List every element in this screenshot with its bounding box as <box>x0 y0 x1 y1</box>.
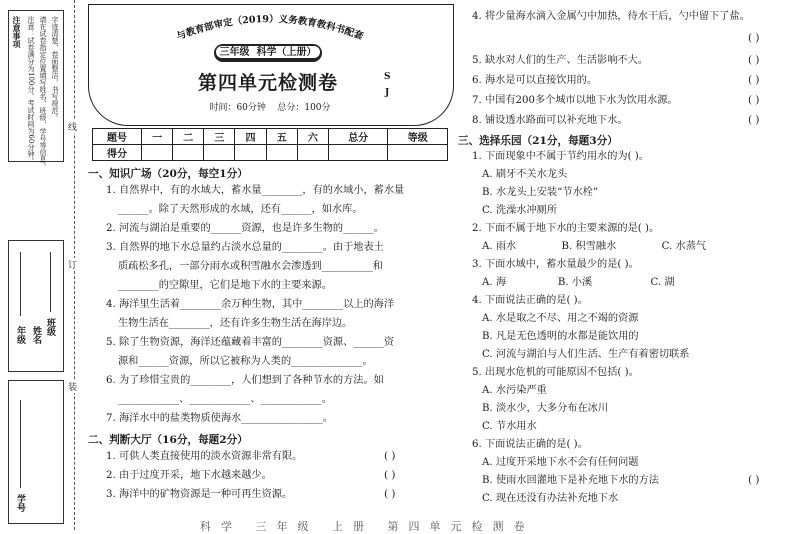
s1-line: 质疏松多孔，一部分雨水或积雪融水会渗透到__________和 <box>118 261 383 272</box>
answer-paren[interactable]: ( ) <box>748 474 760 486</box>
score-header-row <box>93 129 448 145</box>
s1-line: 源和______资源，所以它被称为人类的______________。 <box>118 356 373 367</box>
choice-question: 6. 下面说法正确的是( )。 <box>472 439 588 450</box>
answer-paren[interactable]: ( ) <box>384 469 396 481</box>
score-row <box>93 145 448 161</box>
judge-item: 6. 海水是可以直接饮用的。 <box>472 75 598 86</box>
id-underline <box>20 400 21 488</box>
badge-text: 三年级 科学（上册） <box>216 46 320 58</box>
choice-question: 2. 下面不属于地下水的主要来源的是( )。 <box>472 223 660 234</box>
choice-option: B. 淡水少，大多分布在冰川 <box>482 403 609 414</box>
choice-option: B. 水龙头上安装“节水栓” <box>482 187 599 198</box>
section1-title: 一、知识广场（20分，每空1分） <box>88 168 248 180</box>
score-table <box>92 128 448 161</box>
score-header: 四 <box>235 129 266 145</box>
id-label: 学号 <box>15 494 25 512</box>
answer-paren[interactable]: ( ) <box>384 488 396 500</box>
score-cell <box>266 145 297 161</box>
class-underline <box>50 252 51 312</box>
choice-option: C. 洗澡水冲厕所 <box>482 205 558 216</box>
choice-question: 1. 下面现象中不属于节约用水的为( )。 <box>472 151 649 162</box>
score-cell <box>388 145 448 161</box>
choice-option: B. 使雨水回灌地下是补充地下水的方法 <box>482 475 659 486</box>
name-label: 姓名 <box>31 326 41 344</box>
score-cell <box>235 145 266 161</box>
score-cell <box>328 145 388 161</box>
judge-item: 5. 缺水对人们的生产、生活影响不大。 <box>472 55 648 66</box>
notice-line: 请在试卷指定位置填写姓名、班级、学号等信息。 <box>39 16 47 170</box>
grade-label: 年级 <box>15 326 25 344</box>
judge-item: 2. 由于过度开采，地下水越来越少。 <box>106 470 272 481</box>
choice-question: 5. 出现水危机的可能原因不包括( )。 <box>472 367 639 378</box>
choice-option: C. 现在还没有办法补充地下水 <box>482 493 619 504</box>
footer-text: 科学 三年级 上册 第四单元检测卷 <box>200 520 535 533</box>
choice-option: A. 刷牙不关水龙头 <box>482 169 568 180</box>
s1-line: ________的空隙里，它们是地下水的主要来源。 <box>118 280 332 291</box>
cut-mark-bind: 订 <box>68 258 77 271</box>
judge-item: 8. 铺设透水路面可以补充地下水。 <box>472 115 628 126</box>
s1-line: 5. 除了生物资源，海洋还蕴藏着丰富的________资源、______资 <box>106 337 395 348</box>
score-cell <box>173 145 204 161</box>
score-header: 五 <box>266 129 297 145</box>
judge-item: 7. 中国有200多个城市以地下水为饮用水源。 <box>472 95 678 106</box>
notice-line: 字迹清楚，卷面整洁，书写规范。 <box>51 16 59 121</box>
badge <box>214 44 322 62</box>
judge-item: 1. 可供人类直接使用的淡水资源非常有限。 <box>106 451 303 462</box>
svg-text:与教育部审定（2019）义务教育教科书配套 <box>175 13 366 43</box>
choice-question: 4. 下面说法正确的是( )。 <box>472 295 588 306</box>
s1-line: 1. 自然界中，有的水域大，蓄水量________，有的水域小，蓄水量 <box>106 185 405 196</box>
arc-text: 与教育部审定（2019）义务教育教科书配套 <box>175 13 365 43</box>
choice-option: C. 河流与湖泊与人们生活、生产有着密切联系 <box>482 349 690 360</box>
choice-question: 3. 下面水域中，蓄水量最少的是( )。 <box>472 259 639 270</box>
score-header: 一 <box>142 129 173 145</box>
choice-option: A. 海 B. 小溪 C. 湖 <box>482 277 675 288</box>
score-header: 三 <box>204 129 235 145</box>
score-row-label: 得分 <box>93 145 142 161</box>
choice-option: A. 水污染严重 <box>482 385 547 396</box>
choice-option: C. 节水用水 <box>482 421 537 432</box>
answer-paren[interactable]: ( ) <box>384 450 396 462</box>
choice-option: B. 凡是无色透明的水都是能饮用的 <box>482 331 639 342</box>
score-header: 六 <box>297 129 328 145</box>
s1-line: 6. 为了珍惜宝贵的________，人们想到了各种节水的方法。如 <box>106 375 384 386</box>
s1-line: 2. 河流与湖泊是重要的______资源，也是许多生物的______。 <box>106 223 384 234</box>
grade-underline <box>20 252 21 316</box>
section2-title: 二、判断大厅（16分，每题2分） <box>88 434 248 446</box>
class-label: 班级 <box>45 318 55 336</box>
answer-paren[interactable]: ( ) <box>748 74 760 86</box>
answer-paren[interactable]: ( ) <box>748 114 760 126</box>
exam-meta: 时间：60分钟 总分：100分 <box>209 103 331 113</box>
choice-option: A. 水是取之不尽、用之不竭的资源 <box>482 313 639 324</box>
page-title: 第四单元检测卷 <box>197 72 338 94</box>
s1-line: 3. 自然界的地下水总量约占淡水总量的________。由于地表土 <box>106 242 384 253</box>
notice-title: 注意事项 <box>12 16 22 48</box>
score-cell <box>204 145 235 161</box>
judge-item: 3. 海洋中的矿物资源是一种可再生资源。 <box>106 489 293 500</box>
cut-mark-line: 线 <box>68 120 77 133</box>
score-header: 二 <box>173 129 204 145</box>
s1-line: 生物生活在________，还有许多生物生活在海岸边。 <box>118 318 353 329</box>
score-header: 总分 <box>328 129 388 145</box>
cut-mark-staple: 装 <box>68 380 77 393</box>
score-header: 题号 <box>93 129 142 145</box>
notice-line: 注意：试卷满分为100分。考试时间为60分钟。 <box>27 16 35 165</box>
s1-line: 4. 海洋里生活着________余万种生物，其中________以上的海洋 <box>106 299 395 310</box>
score-cell <box>142 145 173 161</box>
score-header: 等级 <box>388 129 448 145</box>
s1-line: ______。除了天然形成的水域，还有______，如水库。 <box>118 204 363 215</box>
answer-paren[interactable]: ( ) <box>748 54 760 66</box>
answer-paren[interactable]: ( ) <box>748 32 760 44</box>
side-mark-s: S <box>384 72 391 82</box>
choice-option: A. 雨水 B. 积雪融水 C. 水蒸气 <box>482 241 707 252</box>
choice-option: A. 过度开采地下水不会有任何问题 <box>482 457 639 468</box>
side-mark-j: J <box>385 88 390 98</box>
class-box <box>8 240 64 372</box>
judge-item: 4. 将少量海水滴入金属勺中加热，待水干后，勺中留下了盐。 <box>472 11 750 22</box>
answer-paren[interactable]: ( ) <box>748 94 760 106</box>
score-cell <box>297 145 328 161</box>
section3-title: 三、选择乐园（21分，每题3分） <box>458 135 618 147</box>
s1-line: ____________、____________、____________。 <box>118 394 332 405</box>
s1-line: 7. 海洋水中的盐类物质使海水________________。 <box>106 413 333 424</box>
